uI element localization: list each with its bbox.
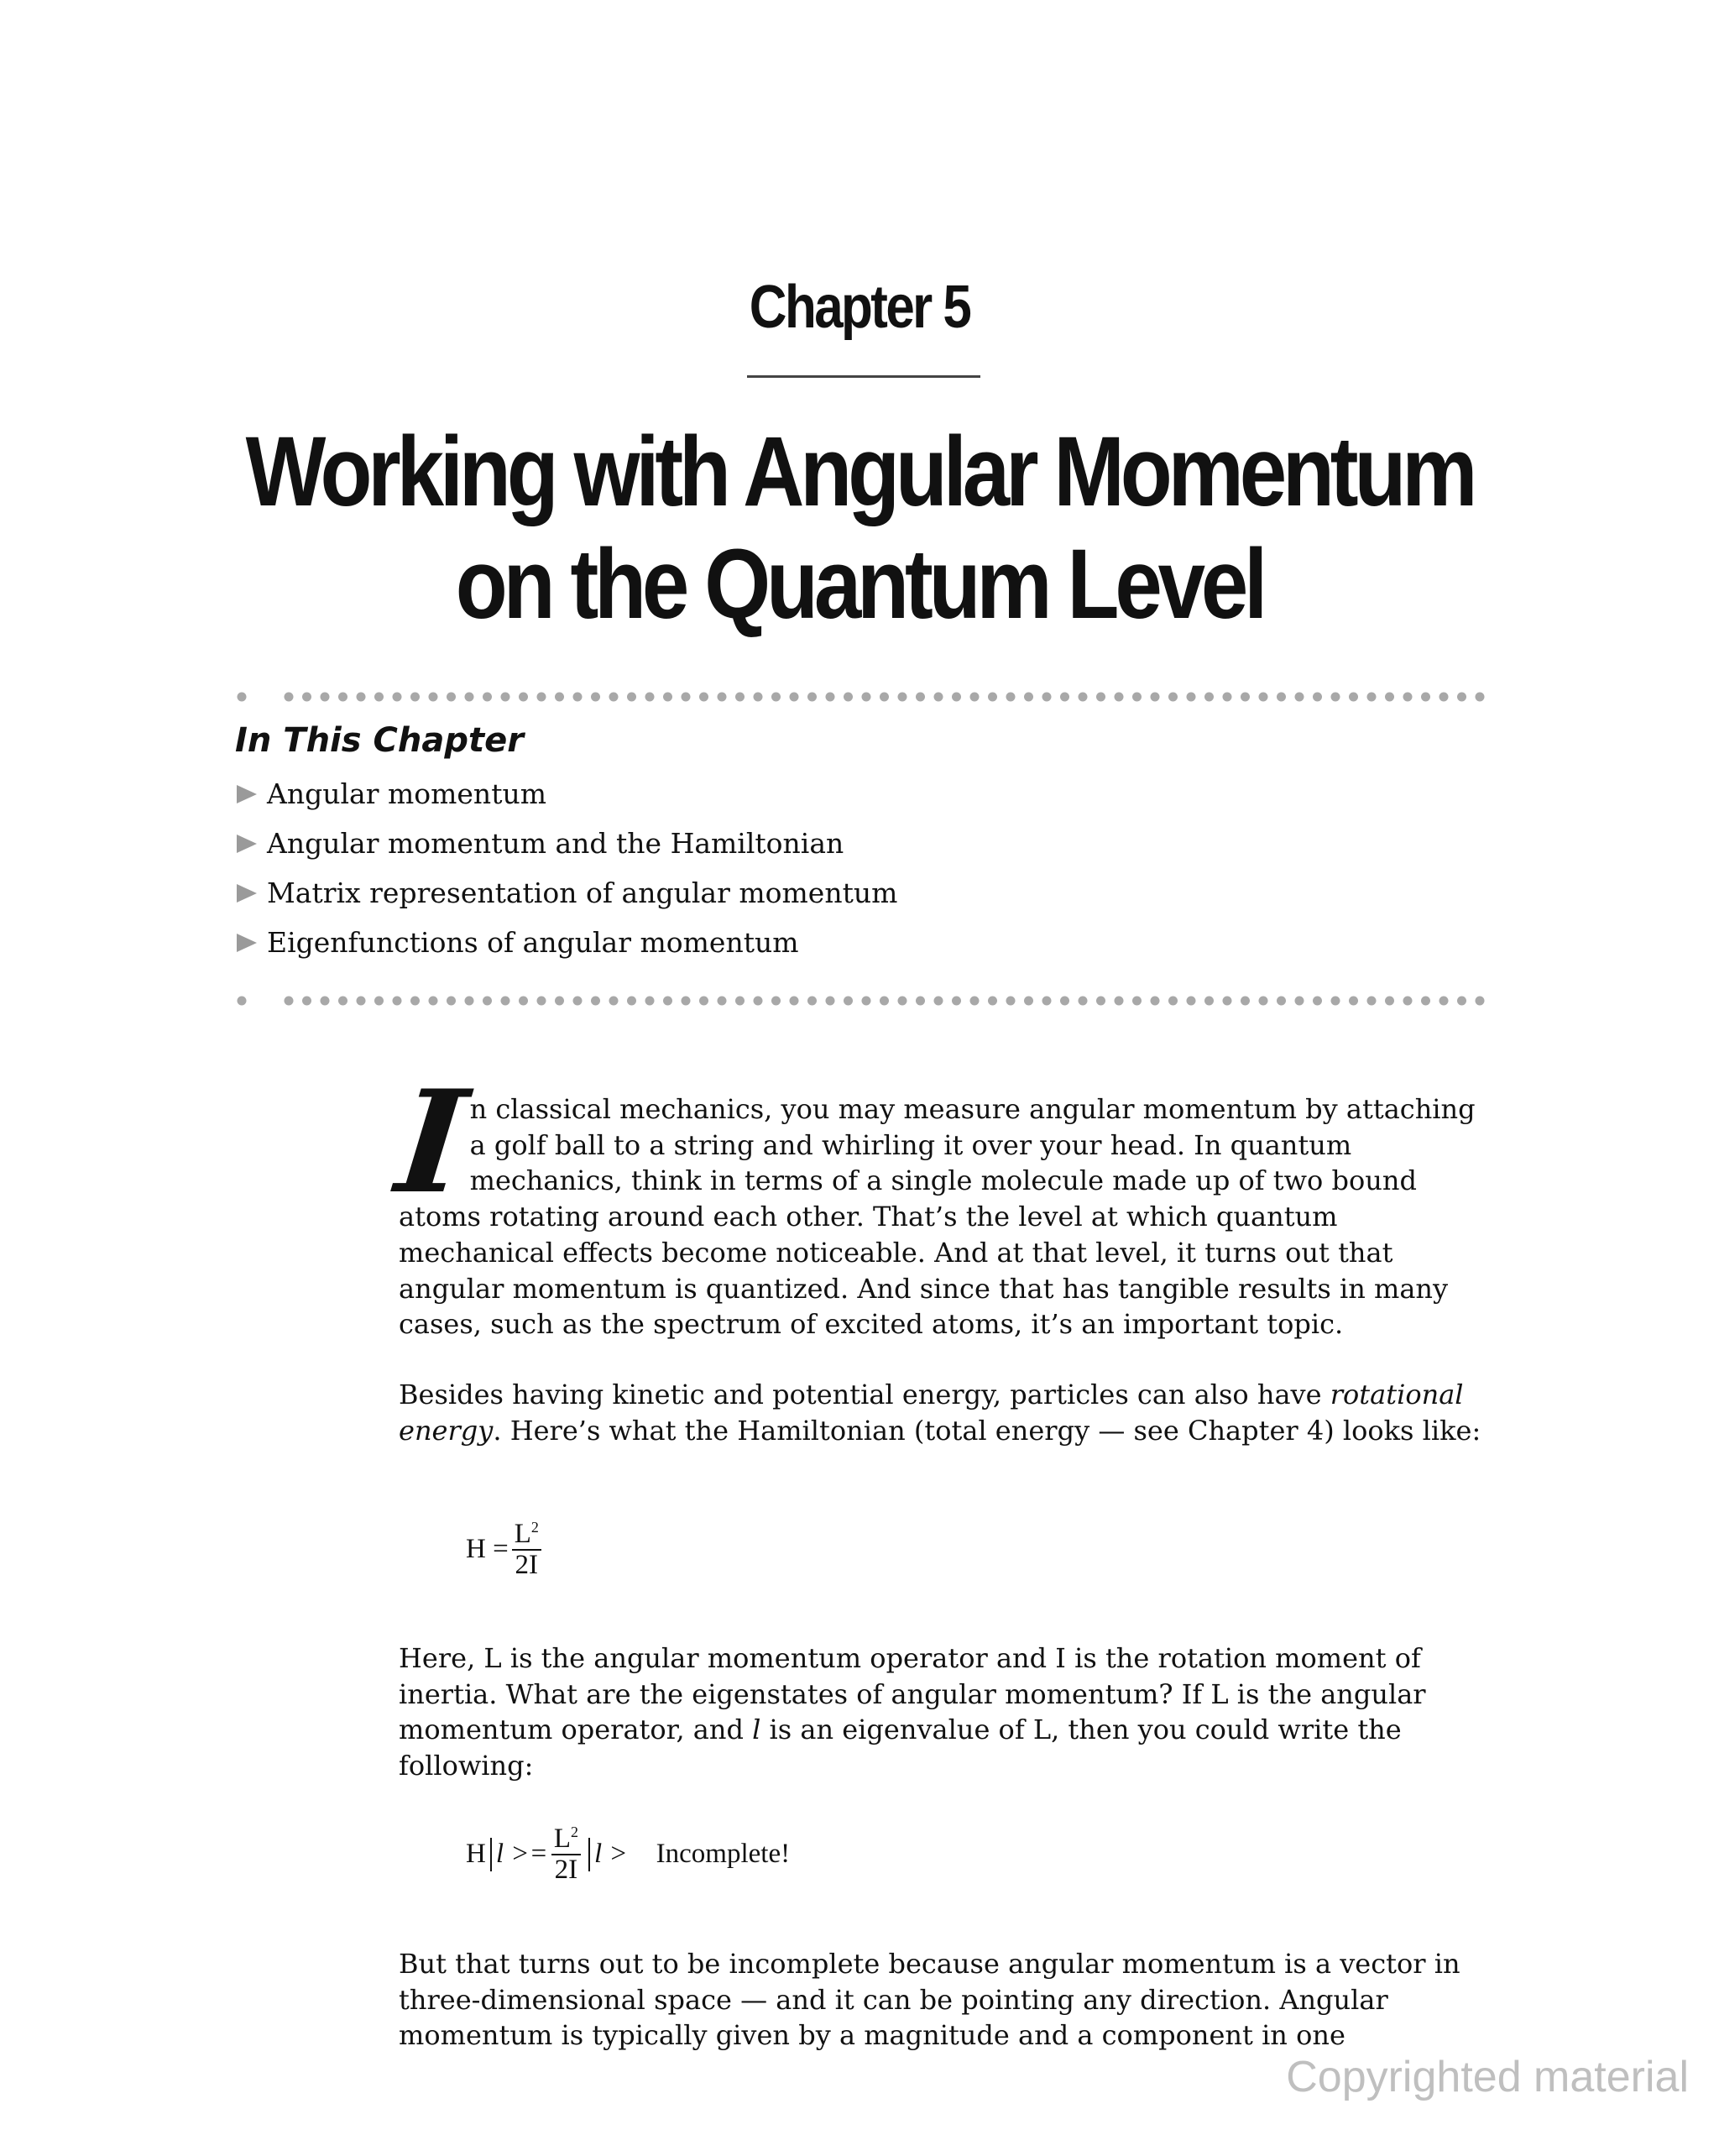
divider-dot — [519, 997, 528, 1006]
divider-dot — [285, 997, 294, 1006]
divider-dot — [934, 693, 943, 702]
ket-bar — [490, 1838, 492, 1871]
divider-dot — [916, 693, 925, 702]
topic-text: Angular momentum — [267, 777, 546, 810]
divider-dot — [1096, 693, 1105, 702]
chapter-title-line-1: Working with Angular Momentum — [245, 416, 1474, 527]
divider-dot — [374, 693, 384, 702]
divider-dot — [465, 693, 474, 702]
equation-lhs: H = — [466, 1534, 509, 1565]
divider-dot — [393, 997, 402, 1006]
divider-dot — [663, 997, 672, 1006]
divider-dot — [718, 693, 727, 702]
divider-dot — [555, 693, 564, 702]
divider-dot — [1132, 997, 1142, 1006]
divider-dot — [862, 997, 871, 1006]
divider-dot — [483, 997, 492, 1006]
divider-dot — [807, 997, 817, 1006]
divider-dot — [1060, 693, 1069, 702]
divider-dot — [1385, 997, 1394, 1006]
divider-dot — [1277, 693, 1286, 702]
divider-dot — [465, 997, 474, 1006]
divider-dot — [1168, 693, 1178, 702]
divider-dot — [1295, 693, 1304, 702]
divider-dot — [627, 997, 636, 1006]
divider-dot — [1367, 693, 1377, 702]
divider-dot — [1060, 997, 1069, 1006]
divider-dot — [1187, 693, 1196, 702]
divider-dot — [374, 997, 384, 1006]
divider-dot — [1367, 997, 1377, 1006]
paragraph-vector: But that turns out to be incomplete because angular momentum is a vector in three-dimensional space — and it can be pointing any direction. Angular momentum is typically given by a magnitude and a component in one — [399, 1948, 1460, 2052]
chapter-title — [120, 416, 1598, 641]
divider-dot — [1096, 997, 1105, 1006]
divider-dot — [501, 693, 510, 702]
in-this-chapter-heading: In This Chapter — [235, 721, 524, 760]
divider-dot — [663, 693, 672, 702]
divider-dot — [1024, 693, 1033, 702]
triangle-bullet-icon — [235, 776, 267, 813]
divider-dot — [1204, 693, 1214, 702]
divider-dot — [682, 997, 691, 1006]
divider-dot — [1168, 997, 1178, 1006]
divider-dot — [1385, 693, 1394, 702]
divider-dot — [1259, 693, 1268, 702]
divider-dot — [807, 693, 817, 702]
divider-dot — [718, 997, 727, 1006]
divider-dot — [1241, 693, 1250, 702]
divider-dot — [1439, 693, 1449, 702]
paragraph-intro-text: n classical mechanics, you may measure angular momentum by attaching a golf ball to a string and whirling it over your head. In quantum mechanics, think in terms of a single molecule made up of two bound atoms rotating around each other. That’s the level at which quantum mechanical effects become noticeable. And at that level, it turns out that angular momentum is quantized. And since that has tangible results in many cases, such as the spectrum of excited atoms, it’s an important topic. — [399, 1093, 1476, 1341]
divider-dot — [393, 693, 402, 702]
divider-dot — [1024, 997, 1033, 1006]
divider-dot — [1331, 997, 1340, 1006]
triangle-bullet-icon — [235, 825, 267, 862]
divider-dot — [1151, 693, 1160, 702]
divider-dot — [1403, 693, 1413, 702]
fraction-numerator: $L^2$ — [512, 1520, 541, 1551]
divider-dot — [501, 997, 510, 1006]
divider-dot — [1079, 693, 1088, 702]
dotted-divider-bottom — [235, 994, 1494, 1007]
divider-dot — [1042, 693, 1052, 702]
equation-incomplete — [466, 1824, 790, 1884]
ket-expression: l > — [593, 1839, 628, 1870]
divider-dot — [1187, 997, 1196, 1006]
divider-dot — [645, 693, 655, 702]
divider-dot — [573, 693, 583, 702]
divider-dot — [735, 693, 745, 702]
divider-dot — [1115, 997, 1124, 1006]
chapter-underline — [747, 375, 980, 378]
divider-dot — [238, 997, 247, 1006]
divider-dot — [844, 997, 853, 1006]
divider-dot — [1006, 997, 1016, 1006]
divider-dot — [321, 997, 330, 1006]
paragraph-eigenstates — [399, 1641, 1498, 1784]
chapter-title-line-2: on the Quantum Level — [455, 529, 1264, 640]
divider-dot — [591, 997, 600, 1006]
topic-text: Matrix representation of angular momentum — [267, 877, 898, 909]
fraction-denominator: 2I — [515, 1549, 539, 1580]
divider-dot — [1223, 693, 1232, 702]
divider-dot — [1313, 997, 1322, 1006]
divider-dot — [1331, 693, 1340, 702]
divider-dot — [898, 997, 907, 1006]
divider-dot — [447, 997, 456, 1006]
chapter-topics-list — [235, 776, 897, 974]
divider-dot — [826, 997, 835, 1006]
divider-dot — [1204, 997, 1214, 1006]
divider-dot — [699, 693, 708, 702]
divider-dot — [1421, 997, 1430, 1006]
divider-dot — [302, 693, 311, 702]
divider-dot — [609, 693, 619, 702]
divider-dot — [429, 997, 438, 1006]
fraction — [512, 1520, 541, 1579]
divider-dot — [238, 693, 247, 702]
divider-dot — [1457, 693, 1466, 702]
divider-dot — [1241, 997, 1250, 1006]
divider-dot — [790, 693, 799, 702]
divider-dot — [699, 997, 708, 1006]
divider-dot — [410, 997, 420, 1006]
divider-dot — [302, 997, 311, 1006]
triangle-bullet-icon — [235, 875, 267, 912]
divider-dot — [862, 693, 871, 702]
divider-dot — [1313, 693, 1322, 702]
divider-dot — [1115, 693, 1124, 702]
divider-dot — [447, 693, 456, 702]
emphasis-text: l — [752, 1714, 761, 1746]
paragraph-text: is an eigenvalue of L, then you could write the following: — [399, 1714, 1402, 1782]
divider-dot — [1151, 997, 1160, 1006]
divider-dot — [1223, 997, 1232, 1006]
emphasis-text: rotational energy — [399, 1379, 1464, 1447]
dotted-divider-top — [235, 690, 1494, 704]
divider-dot — [952, 997, 961, 1006]
paragraph-text: . Here’s what the Hamiltonian (total energy — see Chapter 4) looks like: — [493, 1414, 1481, 1447]
divider-dot — [555, 997, 564, 1006]
divider-dot — [826, 693, 835, 702]
divider-dot — [591, 693, 600, 702]
divider-dot — [357, 693, 366, 702]
divider-dot — [338, 693, 347, 702]
equation-lhs: H — [466, 1839, 486, 1870]
divider-dot — [682, 693, 691, 702]
divider-dot — [771, 997, 781, 1006]
divider-dot — [645, 997, 655, 1006]
divider-dot — [1277, 997, 1286, 1006]
divider-dot — [952, 693, 961, 702]
divider-dot — [537, 693, 546, 702]
divider-dot — [844, 693, 853, 702]
divider-dot — [970, 997, 980, 1006]
divider-dot — [1476, 693, 1485, 702]
divider-dot — [1349, 693, 1358, 702]
divider-dot — [790, 997, 799, 1006]
divider-dot — [1403, 997, 1413, 1006]
divider-dot — [880, 693, 889, 702]
divider-dot — [1421, 693, 1430, 702]
chapter-label: Chapter 5 — [749, 274, 970, 341]
divider-dot — [1295, 997, 1304, 1006]
drop-cap: I — [389, 1059, 474, 1225]
divider-dot — [1476, 997, 1485, 1006]
divider-dot — [410, 693, 420, 702]
topic-item — [235, 776, 897, 825]
divider-dot — [573, 997, 583, 1006]
divider-dot — [338, 997, 347, 1006]
paragraph-intro — [389, 1059, 1498, 1342]
divider-dot — [1132, 693, 1142, 702]
divider-dot — [988, 997, 997, 1006]
divider-dot — [429, 693, 438, 702]
paragraph-text: Here, L is the angular momentum operator and I is the rotation moment of inertia. What are the eigenstates of angular momentum? If L is the angular momentum operator, and — [399, 1642, 1426, 1746]
equation-note: Incomplete! — [656, 1839, 791, 1870]
divider-dot — [1457, 997, 1466, 1006]
equation-hamiltonian — [466, 1520, 545, 1579]
paragraph-text: Besides having kinetic and potential energy, particles can also have — [399, 1379, 1330, 1410]
paragraph-hamiltonian — [399, 1377, 1498, 1448]
topic-item — [235, 825, 897, 875]
fraction-numerator: $L^2$ — [551, 1824, 581, 1855]
ket-expression: l >= — [495, 1839, 548, 1870]
divider-dot — [1042, 997, 1052, 1006]
divider-dot — [609, 997, 619, 1006]
divider-dot — [627, 693, 636, 702]
fraction-denominator: 2I — [554, 1854, 578, 1885]
divider-dot — [357, 997, 366, 1006]
divider-dot — [1349, 997, 1358, 1006]
divider-dot — [321, 693, 330, 702]
divider-dot — [537, 997, 546, 1006]
ket-bar — [588, 1838, 590, 1871]
divider-dot — [771, 693, 781, 702]
divider-dot — [754, 693, 763, 702]
topic-text: Angular momentum and the Hamiltonian — [267, 827, 844, 860]
divider-dot — [1259, 997, 1268, 1006]
fraction — [551, 1824, 581, 1884]
divider-dot — [880, 997, 889, 1006]
divider-dot — [1006, 693, 1016, 702]
topic-item — [235, 924, 897, 974]
divider-dot — [519, 693, 528, 702]
divider-dot — [934, 997, 943, 1006]
topic-text: Eigenfunctions of angular momentum — [267, 926, 799, 959]
copyright-watermark: Copyrighted material — [1286, 2053, 1689, 2101]
topic-item — [235, 875, 897, 924]
divider-dot — [483, 693, 492, 702]
divider-dot — [988, 693, 997, 702]
divider-dot — [916, 997, 925, 1006]
divider-dot — [754, 997, 763, 1006]
triangle-bullet-icon — [235, 924, 267, 961]
divider-dot — [1079, 997, 1088, 1006]
divider-dot — [1439, 997, 1449, 1006]
divider-dot — [898, 693, 907, 702]
divider-dot — [970, 693, 980, 702]
divider-dot — [285, 693, 294, 702]
divider-dot — [735, 997, 745, 1006]
